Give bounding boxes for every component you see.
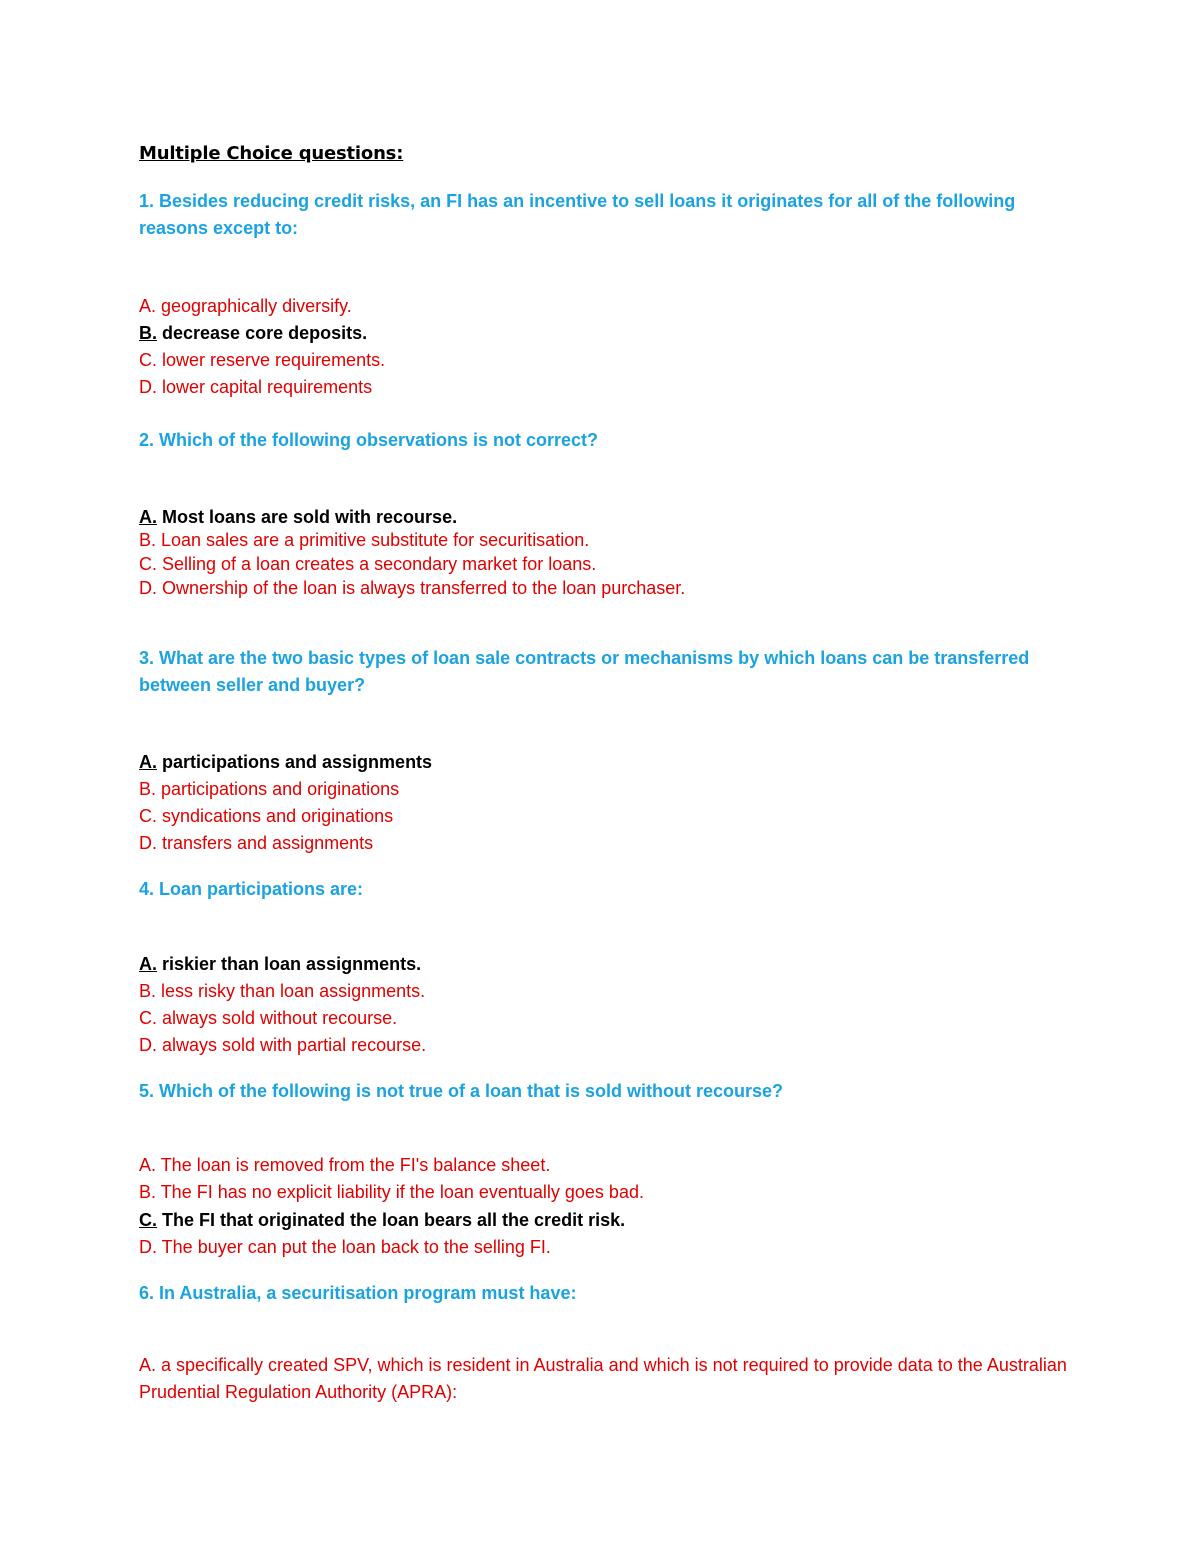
- option-text: less risky than loan assignments.: [156, 981, 426, 1001]
- option-letter: A.: [139, 1155, 157, 1175]
- option-letter: C.: [139, 554, 157, 574]
- question-3-option-d: [139, 832, 373, 854]
- option-text: lower capital requirements: [157, 377, 373, 397]
- question-2-option-b: [139, 529, 589, 551]
- option-letter: C.: [139, 350, 157, 370]
- option-text: participations and assignments: [157, 752, 433, 772]
- option-letter: B.: [139, 530, 157, 550]
- option-text: The FI has no explicit liability if the loan eventually goes bad.: [156, 1182, 644, 1202]
- question-4-option-c: [139, 1007, 397, 1029]
- option-letter: B.: [139, 323, 157, 343]
- option-text: Most loans are sold with recourse.: [157, 507, 458, 527]
- option-letter: D.: [139, 377, 157, 397]
- question-5-option-d: [139, 1236, 551, 1258]
- option-text: lower reserve requirements.: [157, 350, 386, 370]
- question-1-option-c: [139, 349, 385, 371]
- question-2-option-c: [139, 553, 596, 575]
- option-letter: B.: [139, 779, 157, 799]
- option-letter: C.: [139, 806, 157, 826]
- question-5: 5. Which of the following is not true of a loan that is sold without recourse?: [139, 1081, 784, 1101]
- option-text: geographically diversify.: [156, 296, 352, 316]
- option-letter: A.: [139, 296, 157, 316]
- option-letter: B.: [139, 981, 157, 1001]
- question-1: 1. Besides reducing credit risks, an FI has an incentive to sell loans it originates for all of the following reasons except to:: [139, 191, 1016, 238]
- section-heading: Multiple Choice questions:: [139, 143, 404, 164]
- option-text: transfers and assignments: [157, 833, 374, 853]
- question-3: 3. What are the two basic types of loan sale contracts or mechanisms by which loans can be transferred between seller and buyer?: [139, 648, 1030, 695]
- option-text: The FI that originated the loan bears all the credit risk.: [157, 1210, 626, 1230]
- question-1-option-d: [139, 376, 372, 398]
- question-4-option-b: [139, 980, 425, 1002]
- option-text: always sold without recourse.: [157, 1008, 398, 1028]
- question-2: 2. Which of the following observations is not correct?: [139, 430, 599, 450]
- option-letter: C.: [139, 1008, 157, 1028]
- option-letter: C.: [139, 1210, 157, 1230]
- option-text: riskier than loan assignments.: [157, 954, 422, 974]
- question-4: 4. Loan participations are:: [139, 879, 364, 899]
- question-4-option-a: [139, 953, 421, 975]
- option-text: The buyer can put the loan back to the selling FI.: [157, 1237, 551, 1257]
- question-3-option-b: [139, 778, 399, 800]
- question-1-option-b: [139, 322, 367, 344]
- option-text: Selling of a loan creates a secondary market for loans.: [157, 554, 597, 574]
- question-5-option-b: [139, 1181, 644, 1203]
- question-6: 6. In Australia, a securitisation program must have:: [139, 1283, 577, 1303]
- option-letter: D.: [139, 1237, 157, 1257]
- question-1-option-a: [139, 295, 352, 317]
- option-text: a specifically created SPV, which is resident in Australia and which is not required to provide data to the Australian Prudential Regulation Authority (APRA):: [139, 1355, 1067, 1402]
- question-3-option-c: [139, 805, 393, 827]
- option-text: participations and originations: [156, 779, 400, 799]
- option-letter: A.: [139, 954, 157, 974]
- option-text: always sold with partial recourse.: [157, 1035, 427, 1055]
- question-2-option-a: [139, 506, 457, 528]
- option-text: Ownership of the loan is always transferred to the loan purchaser.: [157, 578, 686, 598]
- option-letter: D.: [139, 578, 157, 598]
- option-letter: B.: [139, 1182, 157, 1202]
- question-4-option-d: [139, 1034, 426, 1056]
- option-text: syndications and originations: [157, 806, 394, 826]
- question-2-option-d: [139, 577, 685, 599]
- option-text: decrease core deposits.: [157, 323, 368, 343]
- question-6-option-a: [139, 1352, 1079, 1406]
- option-letter: D.: [139, 1035, 157, 1055]
- option-letter: A.: [139, 1355, 157, 1375]
- option-letter: D.: [139, 833, 157, 853]
- question-5-option-c: [139, 1209, 625, 1231]
- option-text: The loan is removed from the FI's balance sheet.: [156, 1155, 551, 1175]
- question-5-option-a: [139, 1154, 550, 1176]
- question-3-option-a: [139, 751, 432, 773]
- option-letter: A.: [139, 752, 157, 772]
- option-text: Loan sales are a primitive substitute for securitisation.: [156, 530, 590, 550]
- option-letter: A.: [139, 507, 157, 527]
